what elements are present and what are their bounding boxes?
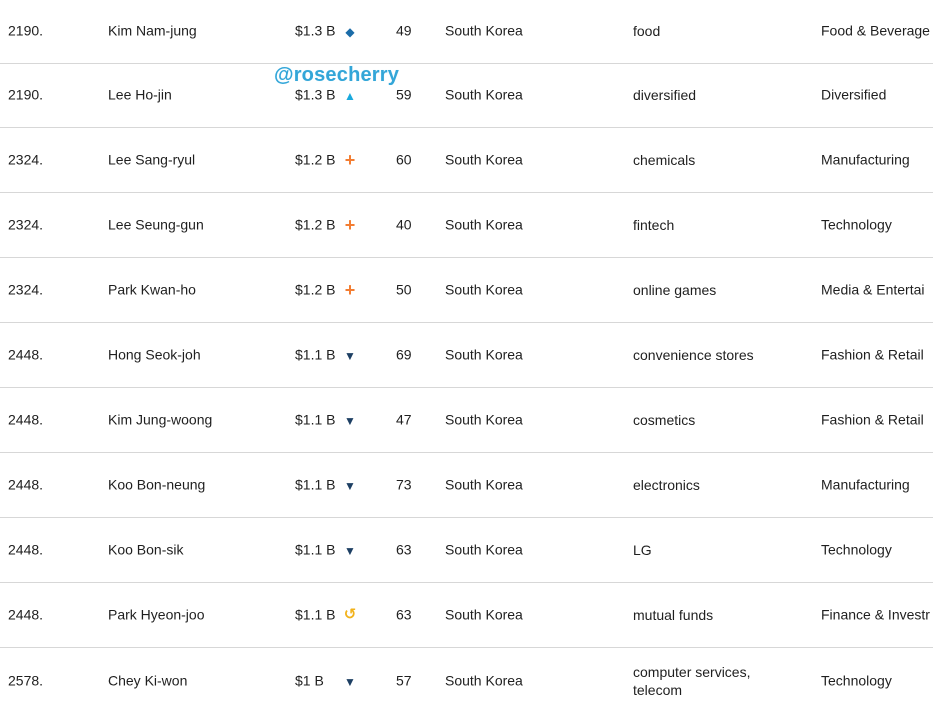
country: South Korea xyxy=(445,86,523,103)
age: 40 xyxy=(396,216,412,233)
country: South Korea xyxy=(445,281,523,298)
net-worth: $1.3 B xyxy=(295,22,336,39)
down-triangle-icon: ▼ xyxy=(344,349,356,363)
rank: 2448. xyxy=(8,606,44,623)
source: cosmetics xyxy=(633,412,696,428)
person-name-link[interactable]: Lee Ho-jin xyxy=(108,86,172,103)
table-row xyxy=(0,453,933,518)
source: electronics xyxy=(633,477,700,493)
industry: Technology xyxy=(821,216,892,233)
rank: 2190. xyxy=(8,22,44,39)
source: LG xyxy=(633,542,652,558)
age: 59 xyxy=(396,86,412,103)
source: fintech xyxy=(633,217,675,233)
source: mutual funds xyxy=(633,607,714,623)
no-change-diamond-icon: ◆ xyxy=(345,25,355,39)
down-triangle-icon: ▼ xyxy=(344,674,356,689)
person-name-link[interactable]: Park Hyeon-joo xyxy=(108,606,205,623)
industry: Manufacturing xyxy=(821,476,910,493)
rank: 2190. xyxy=(8,86,44,103)
table-row xyxy=(0,0,933,64)
rank: 2324. xyxy=(8,151,44,168)
country: South Korea xyxy=(445,346,523,363)
table-row xyxy=(0,323,933,388)
watermark: @rosecherry xyxy=(274,64,400,86)
person-name-link[interactable]: Lee Sang-ryul xyxy=(108,151,196,168)
industry: Manufacturing xyxy=(821,151,910,168)
net-worth: $1.1 B xyxy=(295,476,336,493)
country: South Korea xyxy=(445,22,523,39)
source: computer services, telecom xyxy=(633,663,751,698)
industry: Fashion & Retail xyxy=(821,346,924,363)
table-row xyxy=(0,193,933,258)
down-triangle-icon: ▼ xyxy=(344,479,356,493)
net-worth: $1.2 B xyxy=(295,151,336,168)
net-worth: $1.1 B xyxy=(295,411,336,428)
industry: Technology xyxy=(821,541,892,558)
source: chemicals xyxy=(633,152,696,168)
net-worth: $1.1 B xyxy=(295,606,336,623)
person-name-link[interactable]: Koo Bon-neung xyxy=(108,476,206,493)
person-name-link[interactable]: Park Kwan-ho xyxy=(108,281,196,298)
source: online games xyxy=(633,282,717,298)
net-worth: $1 B xyxy=(295,672,324,688)
rank: 2448. xyxy=(8,476,44,493)
rank: 2324. xyxy=(8,281,44,298)
rank: 2448. xyxy=(8,411,44,428)
down-triangle-icon: ▼ xyxy=(344,544,356,558)
person-name-link[interactable]: Kim Nam-jung xyxy=(108,22,197,39)
person-name-link[interactable]: Kim Jung-woong xyxy=(108,411,213,428)
rank: 2448. xyxy=(8,346,44,363)
country: South Korea xyxy=(445,606,523,623)
up-triangle-icon: ▲ xyxy=(344,89,356,103)
table-row xyxy=(0,583,933,648)
country: South Korea xyxy=(445,541,523,558)
returnee-icon: ↺ xyxy=(343,606,357,623)
industry: Technology xyxy=(821,672,892,688)
age: 63 xyxy=(396,606,412,623)
industry: Diversified xyxy=(821,86,887,103)
table-row xyxy=(0,388,933,453)
age: 57 xyxy=(396,672,412,688)
table-row xyxy=(0,258,933,323)
rank: 2448. xyxy=(8,541,44,558)
net-worth: $1.1 B xyxy=(295,346,336,363)
industry: Media & Entertai xyxy=(821,281,925,298)
country: South Korea xyxy=(445,672,523,688)
industry: Finance & Investr xyxy=(821,606,930,623)
person-name-link[interactable]: Chey Ki-won xyxy=(108,672,188,688)
country: South Korea xyxy=(445,216,523,233)
table-row xyxy=(0,518,933,583)
age: 63 xyxy=(396,541,412,558)
plus-icon: + xyxy=(344,215,356,235)
person-name-link[interactable]: Hong Seok-joh xyxy=(108,346,201,363)
age: 49 xyxy=(396,22,412,39)
age: 50 xyxy=(396,281,412,298)
plus-icon: + xyxy=(344,280,356,300)
table-row xyxy=(0,63,933,128)
down-triangle-icon: ▼ xyxy=(344,414,356,428)
age: 47 xyxy=(396,411,412,428)
net-worth: $1.2 B xyxy=(295,216,336,233)
age: 73 xyxy=(396,476,412,493)
country: South Korea xyxy=(445,476,523,493)
source: diversified xyxy=(633,87,697,103)
country: South Korea xyxy=(445,411,523,428)
person-name-link[interactable]: Koo Bon-sik xyxy=(108,541,184,558)
country: South Korea xyxy=(445,151,523,168)
net-worth: $1.1 B xyxy=(295,541,336,558)
net-worth: $1.3 B xyxy=(295,86,336,103)
net-worth: $1.2 B xyxy=(295,281,336,298)
source: convenience stores xyxy=(633,347,754,363)
industry: Food & Beverage xyxy=(821,22,930,39)
source: food xyxy=(633,23,661,39)
person-name-link[interactable]: Lee Seung-gun xyxy=(108,216,204,233)
industry: Fashion & Retail xyxy=(821,411,924,428)
table-row xyxy=(0,128,933,193)
table-row xyxy=(0,648,933,709)
rank: 2578. xyxy=(8,672,44,688)
plus-icon: + xyxy=(344,150,356,170)
age: 60 xyxy=(396,151,412,168)
rank: 2324. xyxy=(8,216,44,233)
age: 69 xyxy=(396,346,412,363)
